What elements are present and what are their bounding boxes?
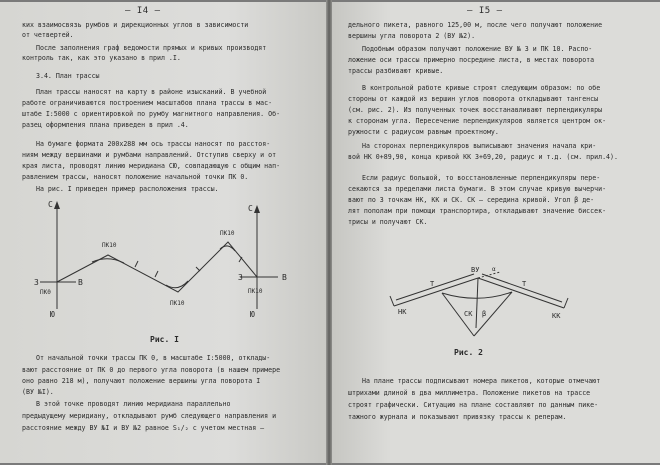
figure-label-sk: СК — [464, 310, 473, 318]
figure-label-beta: β — [482, 310, 487, 318]
figure-label-east: В — [78, 278, 83, 287]
page-number: – I5 – — [467, 6, 503, 16]
figure-label-west: З — [238, 273, 243, 282]
figure-label-south: Ю — [50, 310, 55, 319]
figure-label-east: В — [282, 273, 287, 282]
figure-label-kk: КК — [552, 312, 561, 320]
text-line: от четвертей. — [22, 31, 74, 39]
text-line: На плане трассы подписывают номера пикетов, которые отмечают — [362, 377, 601, 385]
text-line: Если радиус большой, то восстановленные перпендикуляры пере- — [362, 174, 601, 182]
figure-label-tangent: Т — [522, 280, 527, 288]
figure-caption: Рис. I — [150, 335, 179, 344]
figure-label-south: Ю — [250, 310, 255, 319]
text-line: ниям между вершинами и румбами направлений. Отступив сверху и от — [22, 151, 277, 159]
text-line: штабе I:5000 с ориентировкой по румбу магнитного направления. Об- — [22, 110, 281, 118]
text-line: вершины угла поворота 2 (ВУ №2). — [348, 32, 476, 40]
figure-1-route-plan — [20, 197, 320, 332]
figure-label-pk10: ПК10 — [102, 242, 117, 249]
figure-label-west: З — [34, 278, 39, 287]
text-line: После заполнения граф ведомости прямых и кривых производят — [36, 44, 267, 52]
text-line: работе ограничиваются построением масштабов плана трассы в мас- — [22, 99, 273, 107]
text-line: контроль так, как это указано в прил .I. — [22, 54, 181, 62]
figure-label-north: С — [248, 204, 253, 213]
text-line: равлением трассы, наносят положение начальной точки ПК 0. — [22, 173, 249, 181]
text-line: Подобным образом получают положение ВУ № 3 и ПК 10. Распо- — [362, 45, 593, 53]
text-line: строят графически. Ситуацию на плане составляют по данным пике- — [348, 401, 599, 409]
figure-label-pk10: ПК10 — [220, 230, 235, 237]
text-line: ружности с радиусом равным проектному. — [348, 128, 499, 136]
page-number: – I4 – — [125, 6, 161, 16]
text-line: секаются за пределами листа бумаги. В этом случае кривую вычерчи- — [348, 185, 607, 193]
text-line: В этой точке проводят линию меридиана параллельно — [36, 400, 231, 408]
text-line: (ВУ №I). — [22, 388, 54, 396]
section-heading: 3.4. План трассы — [36, 72, 100, 80]
figure-label-alpha: α — [492, 266, 496, 273]
text-line: дельного пикета, равного 125,00 м, после чего получают положение — [348, 21, 603, 29]
right-page — [332, 2, 660, 463]
text-line: От начальной точки трассы ПК 0, в масштабе I:5000, отклады- — [36, 354, 271, 362]
text-line: ложение оси трассы примерно посредине листа, в местах поворота — [348, 56, 595, 64]
text-line: вой НК 0+89,90, конца кривой КК 3+69,20, радиус и т.д. (см. прил.4). — [348, 153, 618, 161]
figure-label-pk0: ПК0 — [40, 289, 51, 296]
text-line: На сторонах перпендикуляров выписывают значения начала кри- — [362, 142, 597, 150]
figure-caption: Рис. 2 — [454, 348, 483, 357]
text-line: План трассы наносят на карту в районе изысканий. В учебной — [36, 88, 267, 96]
text-line: края листа, проводят линию меридиана СЮ, совпадающую с общим нап- — [22, 162, 281, 170]
text-line: разец оформления плана приведен в прил .4. — [22, 121, 189, 129]
figure-label-north: С — [48, 200, 53, 209]
text-line: На рис. I приведен пример расположения трассы. — [36, 185, 219, 193]
text-line: лят пополам при помощи транспортира, откладывают значение биссек- — [348, 207, 607, 215]
figure-label-tangent: Т — [430, 280, 435, 288]
text-line: ких взаимосвязь румбов и дирекционных углов в зависимости — [22, 21, 249, 29]
text-line: В контрольной работе кривые строят следующим образом: по обе — [362, 84, 601, 92]
figure-label-nk: НК — [398, 308, 407, 316]
figure-label-vu: ВУ — [471, 266, 480, 274]
figure-2-curve-layout — [382, 264, 622, 344]
text-line: (см. рис. 2). Из полученных точек восстанавливают перпендикуляры — [348, 106, 603, 114]
text-line: оно равно 218 м), получают положение вершины угла поворота I — [22, 377, 261, 385]
text-line: На бумаге формата 200х288 мм ось трассы наносят по расстоя- — [36, 140, 271, 148]
text-line: вают по 3 точкам НК, КК и СК. СК – середина кривой. Угол β де- — [348, 196, 595, 204]
text-line: предыдущему меридиану, откладывают румб следующего направления и — [22, 412, 277, 420]
text-line: штрихами длиной в два миллиметра. Положение пикетов на трассе — [348, 389, 591, 397]
text-line: трассы разбивают кривые. — [348, 67, 444, 75]
text-line: к сторонам угла. Пересечение перпендикуляров является центром ок- — [348, 117, 607, 125]
text-line: тажного журнала и показывают привязку трассы к реперам. — [348, 413, 567, 421]
text-line: трисы и получают СК. — [348, 218, 428, 226]
text-line: расстояние между ВУ №I и ВУ №2 равное S₁/₂ с учетом местная – — [22, 424, 265, 432]
text-line: вают расстояние от ПК 0 до первого угла поворота (в нашем примере — [22, 366, 281, 374]
text-line: стороны от каждой из вершин углов поворота откладывают тангенсы — [348, 95, 599, 103]
figure-label-pk10: ПК10 — [248, 288, 263, 295]
figure-label-pk10: ПК10 — [170, 300, 185, 307]
left-page — [0, 2, 326, 463]
